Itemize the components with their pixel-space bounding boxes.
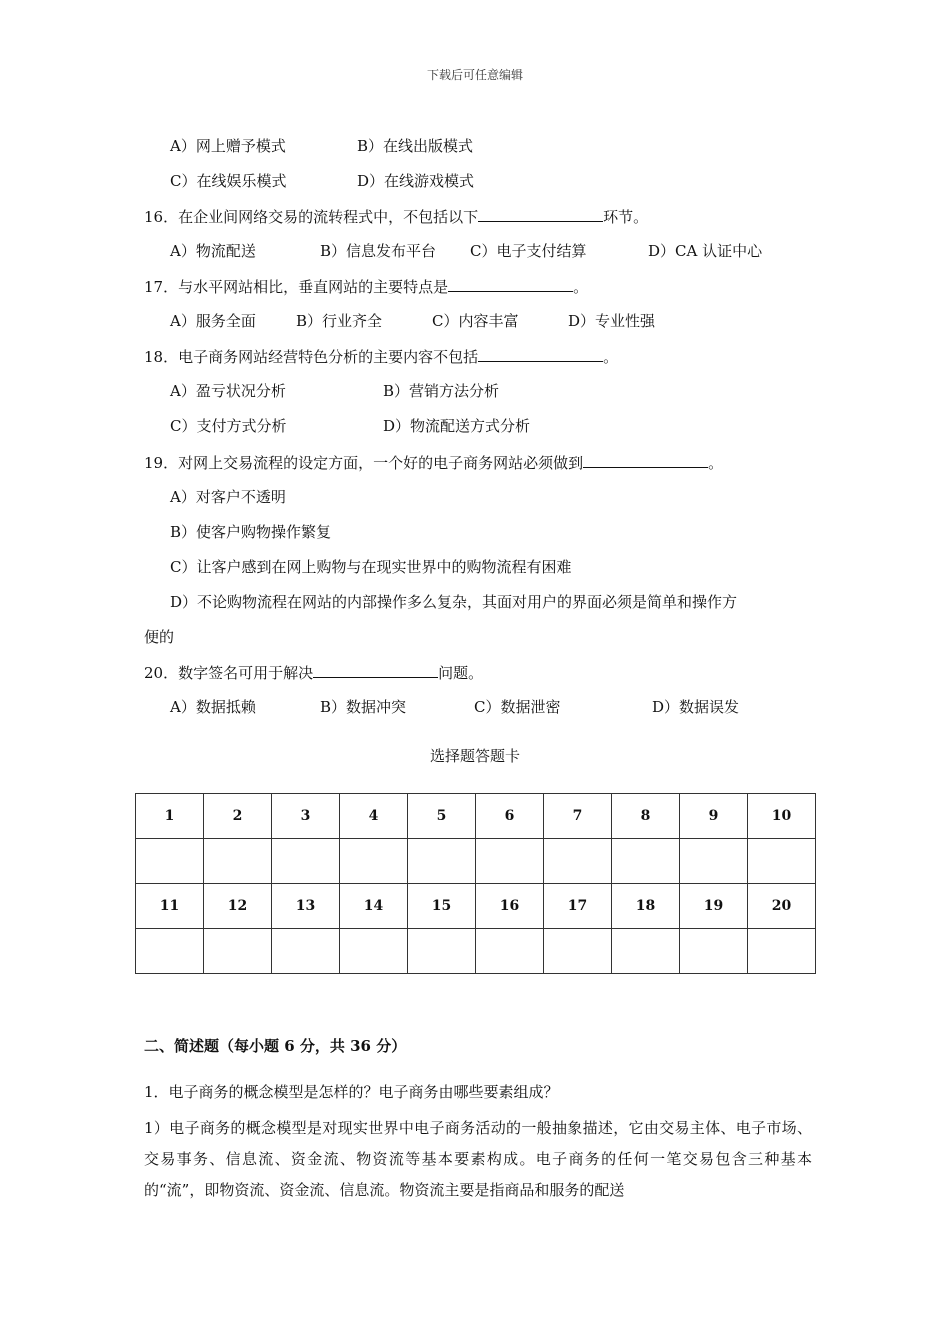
- q18-option-d: D）物流配送方式分析: [383, 417, 531, 435]
- q20-stem-end: 问题。: [438, 664, 484, 682]
- question-number-cell: 20: [748, 884, 816, 929]
- question-number-cell: 4: [340, 794, 408, 839]
- answer-cell[interactable]: [544, 929, 612, 974]
- q20-option-c: C）数据泄密: [474, 698, 561, 716]
- answer-blank: [478, 206, 603, 222]
- q19-option-c: C）让客户感到在网上购物与在现实世界中的购物流程有困难: [170, 558, 572, 576]
- answer-cell[interactable]: [136, 839, 204, 884]
- q17-option-d: D）专业性强: [568, 312, 656, 330]
- q18-option-a: A）盈亏状况分析: [170, 382, 286, 400]
- question-number-cell: 6: [476, 794, 544, 839]
- q19-option-d: D）不论购物流程在网站的内部操作多么复杂，其面对用户的界面必须是简单和操作方: [170, 593, 738, 611]
- question-number-cell: 9: [680, 794, 748, 839]
- answer-cell[interactable]: [204, 929, 272, 974]
- page-header: 下载后可任意编辑: [426, 68, 523, 82]
- q18-option-b: B）营销方法分析: [383, 382, 500, 400]
- q19-stem-text: 19．对网上交易流程的设定方面，一个好的电子商务网站必须做到: [144, 454, 584, 472]
- answer-cell[interactable]: [544, 839, 612, 884]
- q20-stem: [144, 662, 483, 683]
- q20-stem-text: 20．数字签名可用于解决: [144, 664, 314, 682]
- q19-stem: [144, 452, 723, 473]
- q18-option-c: C）支付方式分析: [170, 417, 287, 435]
- question-number-cell: 1: [136, 794, 204, 839]
- q17-stem-end: 。: [573, 278, 589, 296]
- q18-stem-text: 18．电子商务网站经营特色分析的主要内容不包括: [144, 348, 479, 366]
- q19-option-b: B）使客户购物操作繁复: [170, 523, 332, 541]
- answer-blank: [478, 346, 603, 362]
- answer-cell[interactable]: [340, 839, 408, 884]
- q16-option-c: C）电子支付结算: [470, 242, 587, 260]
- answer-blank: [448, 276, 573, 292]
- answer-cell[interactable]: [204, 839, 272, 884]
- answer-cell[interactable]: [680, 839, 748, 884]
- answer-card-table: [135, 793, 816, 974]
- question-number-cell: 18: [612, 884, 680, 929]
- answer-cell[interactable]: [340, 929, 408, 974]
- question-number-cell: 7: [544, 794, 612, 839]
- answer-cell[interactable]: [748, 839, 816, 884]
- q20-option-d: D）数据误发: [652, 698, 740, 716]
- q16-option-b: B）信息发布平台: [320, 242, 437, 260]
- answer-card-answer-row-1: [136, 839, 816, 884]
- answer-card-header-row-1: [136, 794, 816, 839]
- q19-stem-end: 。: [708, 454, 724, 472]
- answer-cell[interactable]: [612, 929, 680, 974]
- q15-option-b: B）在线出版模式: [357, 137, 474, 155]
- question-number-cell: 16: [476, 884, 544, 929]
- short-answer-question-1: 1．电子商务的概念模型是怎样的？电子商务由哪些要素组成？: [144, 1083, 559, 1101]
- section-title: 二、简述题（每小题 6 分，共 36 分）: [144, 1037, 407, 1055]
- question-number-cell: 11: [136, 884, 204, 929]
- question-number-cell: 10: [748, 794, 816, 839]
- question-number-cell: 19: [680, 884, 748, 929]
- q20-option-a: A）数据抵赖: [170, 698, 256, 716]
- question-number-cell: 15: [408, 884, 476, 929]
- q16-option-d: D）CA 认证中心: [648, 242, 763, 260]
- q16-option-a: A）物流配送: [170, 242, 256, 260]
- answer-cell[interactable]: [136, 929, 204, 974]
- q17-option-b: B）行业齐全: [296, 312, 383, 330]
- q17-option-a: A）服务全面: [170, 312, 256, 330]
- q19-option-d-cont: 便的: [144, 628, 175, 646]
- question-number-cell: 12: [204, 884, 272, 929]
- q20-option-b: B）数据冲突: [320, 698, 407, 716]
- q16-stem: [144, 206, 648, 227]
- answer-blank: [583, 452, 708, 468]
- q16-stem-end: 环节。: [603, 208, 649, 226]
- answer-cell[interactable]: [476, 839, 544, 884]
- question-number-cell: 2: [204, 794, 272, 839]
- answer-blank: [313, 662, 438, 678]
- question-number-cell: 8: [612, 794, 680, 839]
- q17-option-c: C）内容丰富: [432, 312, 519, 330]
- q18-stem: [144, 346, 618, 367]
- answer-card-header-row-2: [136, 884, 816, 929]
- q17-stem: [144, 276, 588, 297]
- answer-cell[interactable]: [680, 929, 748, 974]
- answer-cell[interactable]: [408, 839, 476, 884]
- q17-stem-text: 17．与水平网站相比，垂直网站的主要特点是: [144, 278, 449, 296]
- answer-card-answer-row-2: [136, 929, 816, 974]
- question-number-cell: 14: [340, 884, 408, 929]
- question-number-cell: 17: [544, 884, 612, 929]
- q15-option-c: C）在线娱乐模式: [170, 172, 287, 190]
- answer-cell[interactable]: [612, 839, 680, 884]
- answer-cell[interactable]: [748, 929, 816, 974]
- answer-cell[interactable]: [272, 929, 340, 974]
- question-number-cell: 3: [272, 794, 340, 839]
- answer-card-title: 选择题答题卡: [429, 747, 520, 765]
- answer-cell[interactable]: [476, 929, 544, 974]
- q16-stem-text: 16．在企业间网络交易的流转程式中，不包括以下: [144, 208, 479, 226]
- q19-option-a: A）对客户不透明: [170, 488, 286, 506]
- question-number-cell: 13: [272, 884, 340, 929]
- q18-stem-end: 。: [603, 348, 619, 366]
- question-number-cell: 5: [408, 794, 476, 839]
- answer-cell[interactable]: [272, 839, 340, 884]
- answer-cell[interactable]: [408, 929, 476, 974]
- short-answer-answer-1: 1）电子商务的概念模型是对现实世界中电子商务活动的一般抽象描述，它由交易主体、电子市场、交易事务、信息流、资金流、物资流等基本要素构成。电子商务的任何一笔交易包含三种基本的“流”，即物资流、资金流、信息流。物资流主要是指商品和服务的配送: [144, 1119, 812, 1199]
- q15-option-d: D）在线游戏模式: [357, 172, 475, 190]
- q15-option-a: A）网上赠予模式: [170, 137, 286, 155]
